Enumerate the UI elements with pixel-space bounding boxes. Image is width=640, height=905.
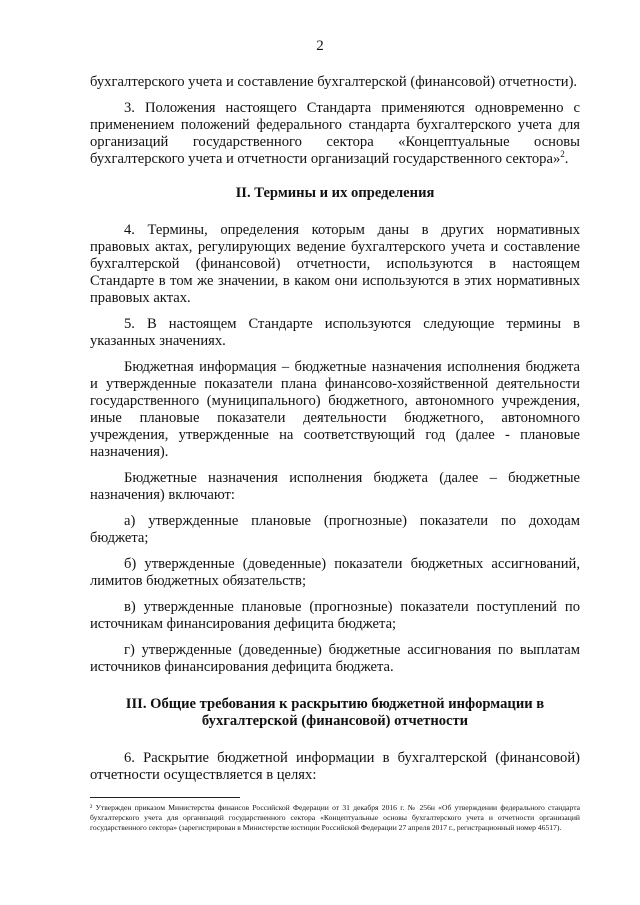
paragraph-4: 4. Термины, определения которым даны в других нормативных правовых актах, регулирующих ведение бухгалтерского учета и составление бухгалтерской (финансовой) отчетности, используются в настоящем Стандарте в том же значении, в каком они используются в этих нормативных правовых актах. <box>90 222 580 306</box>
list-item-d: г) утвержденные (доведенные) бюджетные ассигнования по выплатам источников финансирования дефицита бюджета. <box>90 642 580 675</box>
footnote-reference: 2 <box>560 149 565 160</box>
page-number: 2 <box>316 38 324 54</box>
list-item-a: а) утвержденные плановые (прогнозные) показатели по доходам бюджета; <box>90 513 580 546</box>
list-item-b: б) утвержденные (доведенные) показатели бюджетных ассигнований, лимитов бюджетных обязательств; <box>90 556 580 589</box>
section-heading-2: II. Термины и их определения <box>235 185 435 201</box>
paragraph-budget-info: Бюджетная информация – бюджетные назначения исполнения бюджета и утвержденные показатели плана финансово-хозяйственной деятельности государственного (муниципального) бюджетного, автономного учреждения, иные плановые показатели деятельности бюджетного, автономного учреждения, утвержденные на соответствующий год (далее - плановые назначения). <box>90 359 580 460</box>
paragraph-3-end: . <box>564 151 569 167</box>
paragraph-continuation: бухгалтерского учета и составление бухгалтерской (финансовой) отчетности). <box>90 74 578 90</box>
list-item-c: в) утвержденные плановые (прогнозные) показатели поступлений по источникам финансирования дефицита бюджета; <box>90 599 580 632</box>
paragraph-budget-assignments: Бюджетные назначения исполнения бюджета (далее – бюджетные назначения) включают: <box>90 470 580 503</box>
footnote-divider <box>90 797 240 798</box>
section-heading-3: III. Общие требования к раскрытию бюджетной информации в бухгалтерской (финансовой) отчетности <box>125 696 545 729</box>
paragraph-5: 5. В настоящем Стандарте используются следующие термины в указанных значениях. <box>90 316 580 349</box>
paragraph-6: 6. Раскрытие бюджетной информации в бухгалтерской (финансовой) отчетности осуществляется в целях: <box>90 750 580 783</box>
paragraph-3 <box>90 100 580 168</box>
document-body <box>90 74 580 793</box>
footnote: ² Утвержден приказом Министерства финансов Российской Федерации от 31 декабря 2016 г. № 256н «Об утверждении федерального стандарта бухгалтерского учета для организаций государственного сектора «Концептуальные основы бухгалтерского учета и отчетности организаций государственного сектора» (зарегистрирован в Министерстве юстиции Российской Федерации 27 апреля 2017 г., регистрационный номер 46517). <box>90 803 580 832</box>
paragraph-3-text: 3. Положения настоящего Стандарта применяются одновременно с применением положений федерального стандарта бухгалтерского учета для организаций государственного сектора «Концептуальные основы бухгалтерского учета и отчетности организаций государственного сектора» <box>90 100 580 167</box>
